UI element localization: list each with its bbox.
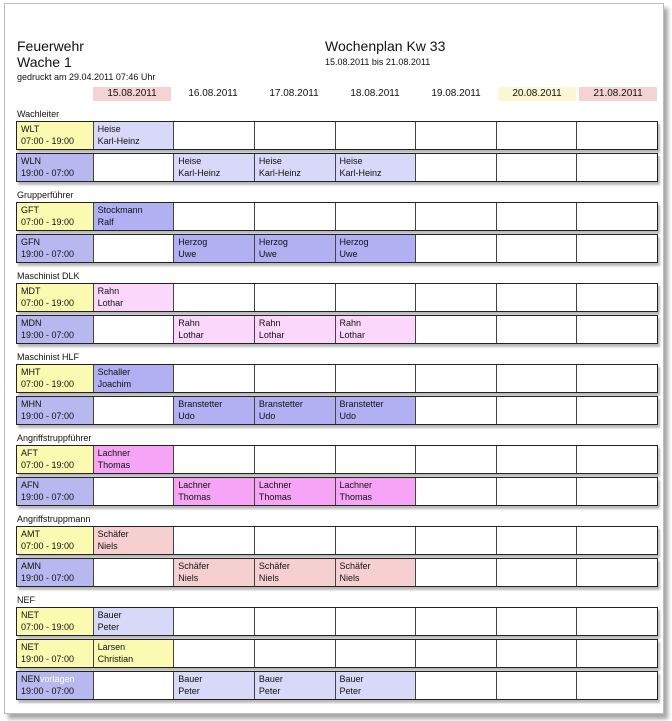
empty-cell[interactable] (254, 284, 335, 311)
assignee-name: Schäfer (339, 561, 371, 571)
empty-cell[interactable] (93, 235, 174, 262)
empty-cell[interactable] (576, 446, 657, 473)
empty-cell[interactable] (93, 316, 174, 343)
section-title: Maschinist HLF (17, 352, 80, 362)
assignee-name: Peter (178, 686, 200, 696)
assignee-name: Niels (339, 573, 360, 583)
shift-row (16, 234, 658, 263)
assignee-name: Lachner (178, 480, 211, 490)
empty-cell[interactable] (415, 446, 496, 473)
date-column-header: 19.08.2011 (431, 88, 481, 99)
empty-cell[interactable] (576, 316, 657, 343)
shift-code-cell[interactable] (17, 365, 93, 392)
empty-cell[interactable] (496, 672, 577, 699)
date-range: 15.08.2011 bis 21.08.2011 (325, 57, 431, 67)
assignment-cell[interactable] (173, 235, 254, 262)
empty-cell[interactable] (576, 608, 657, 635)
shift-row (16, 607, 658, 636)
assignment-cell[interactable] (254, 559, 335, 586)
assignment-cell[interactable] (93, 446, 174, 473)
section-title: NEF (17, 595, 35, 605)
shift-row (16, 202, 658, 231)
assignee-name: Karl-Heinz (339, 168, 382, 178)
empty-cell[interactable] (93, 478, 174, 505)
empty-cell[interactable] (496, 640, 577, 667)
empty-cell[interactable] (415, 284, 496, 311)
shift-time: 07:00 - 19:00 (21, 379, 75, 389)
empty-cell[interactable] (415, 559, 496, 586)
assignee-name: Karl-Heinz (258, 168, 301, 178)
empty-cell[interactable] (254, 203, 335, 230)
empty-cell[interactable] (254, 608, 335, 635)
assignment-cell[interactable] (173, 397, 254, 424)
shift-time: 07:00 - 19:00 (21, 217, 75, 227)
assignee-name: Karl-Heinz (178, 168, 221, 178)
shift-row (16, 558, 658, 587)
empty-cell[interactable] (173, 284, 254, 311)
empty-cell[interactable] (173, 365, 254, 392)
assignee-name: Peter (339, 686, 362, 696)
assignee-name: Lothar (178, 330, 204, 340)
assignee-name: Peter (97, 622, 120, 632)
assignment-cell[interactable] (93, 122, 174, 149)
empty-cell[interactable] (415, 122, 496, 149)
assignee-name: Karl-Heinz (97, 136, 140, 146)
shift-time: 07:00 - 19:00 (21, 541, 75, 551)
empty-cell[interactable] (173, 122, 254, 149)
schedule-page (4, 3, 664, 714)
empty-cell[interactable] (496, 446, 577, 473)
watermark-text: vorlagen (40, 674, 75, 684)
assignee-name: Lothar (339, 330, 366, 340)
assignee-name: Branstetter (178, 399, 223, 409)
empty-cell[interactable] (496, 527, 577, 554)
assignee-name: Heise (339, 156, 363, 166)
empty-cell[interactable] (576, 397, 657, 424)
assignee-name: Thomas (339, 492, 373, 502)
assignment-cell[interactable] (254, 154, 335, 181)
assignee-name: Rahn (258, 318, 281, 328)
shift-code-cell[interactable] (17, 203, 93, 230)
organization-title: Feuerwehr (17, 38, 84, 54)
shift-code: MDN (21, 318, 42, 328)
assignee-name: Rahn (97, 286, 120, 296)
empty-cell[interactable] (254, 365, 335, 392)
assignee-name: Schäfer (258, 561, 290, 571)
shift-code: NET (21, 610, 39, 620)
assignee-name: Bauer (339, 674, 364, 684)
date-column-header: 20.08.2011 (498, 87, 576, 101)
assignee-name: Thomas (258, 492, 292, 502)
shift-row (16, 283, 658, 312)
empty-cell[interactable] (93, 559, 174, 586)
shift-code-cell[interactable] (17, 640, 93, 667)
empty-cell[interactable] (496, 316, 577, 343)
assignment-cell[interactable] (93, 608, 174, 635)
assignee-name: Rahn (178, 318, 200, 328)
assignment-cell[interactable] (254, 397, 335, 424)
assignee-name: Heise (258, 156, 282, 166)
empty-cell[interactable] (496, 478, 577, 505)
shift-time: 19:00 - 07:00 (21, 654, 75, 664)
printed-timestamp: gedruckt am 29.04.2011 07:46 Uhr (17, 72, 156, 82)
empty-cell[interactable] (415, 608, 496, 635)
assignee-name: Herzog (258, 237, 288, 247)
assignment-cell[interactable] (335, 154, 416, 181)
assignee-name: Uwe (339, 249, 358, 259)
shift-code: MHN (21, 399, 42, 409)
empty-cell[interactable] (576, 672, 657, 699)
assignee-name: Lachner (339, 480, 373, 490)
plan-title: Wochenplan Kw 33 (325, 38, 446, 54)
empty-cell[interactable] (576, 122, 657, 149)
date-column-header: 18.08.2011 (350, 88, 400, 99)
assignment-cell[interactable] (335, 397, 416, 424)
empty-cell[interactable] (496, 235, 577, 262)
assignee-name: Niels (97, 541, 118, 551)
shift-code: NENvorlagen (21, 674, 75, 684)
shift-code: WLN (21, 156, 41, 166)
empty-cell[interactable] (415, 203, 496, 230)
assignee-name: Stockmann (97, 205, 143, 215)
shift-time: 19:00 - 07:00 (21, 492, 75, 502)
assignment-cell[interactable] (254, 672, 335, 699)
assignment-cell[interactable] (335, 559, 416, 586)
assignee-name: Larsen (97, 642, 126, 652)
empty-cell[interactable] (415, 235, 496, 262)
assignment-cell[interactable] (335, 672, 416, 699)
empty-cell[interactable] (335, 608, 416, 635)
empty-cell[interactable] (93, 397, 174, 424)
assignee-name: Schaller (97, 367, 131, 377)
shift-row (16, 526, 658, 555)
shift-code-cell[interactable] (17, 527, 93, 554)
empty-cell[interactable] (415, 640, 496, 667)
shift-row (16, 121, 658, 150)
shift-code: AFT (21, 448, 38, 458)
shift-row (16, 364, 658, 393)
assignee-name: Udo (339, 411, 357, 421)
date-column-header: 21.08.2011 (579, 87, 657, 101)
assignee-name: Lachner (258, 480, 292, 490)
empty-cell[interactable] (576, 235, 657, 262)
assignee-name: Lothar (97, 298, 124, 308)
empty-cell[interactable] (254, 122, 335, 149)
assignee-name: Bauer (178, 674, 203, 684)
shift-code-cell[interactable] (17, 672, 93, 699)
assignment-cell[interactable] (93, 284, 174, 311)
empty-cell[interactable] (496, 559, 577, 586)
shift-code: NET (21, 642, 39, 652)
date-column-header: 16.08.2011 (188, 88, 238, 99)
empty-cell[interactable] (93, 154, 174, 181)
shift-row (16, 477, 658, 506)
empty-cell[interactable] (496, 284, 577, 311)
assignee-name: Bauer (97, 610, 122, 620)
shift-row (16, 445, 658, 474)
assignee-name: Thomas (97, 460, 131, 470)
empty-cell[interactable] (254, 527, 335, 554)
shift-code: MHT (21, 367, 41, 377)
assignment-cell[interactable] (93, 203, 174, 230)
assignee-name: Udo (178, 411, 195, 421)
shift-code: MDT (21, 286, 41, 296)
assignee-name: Schäfer (97, 529, 129, 539)
empty-cell[interactable] (415, 478, 496, 505)
empty-cell[interactable] (576, 527, 657, 554)
shift-code: AMN (21, 561, 41, 571)
shift-code-cell[interactable] (17, 559, 93, 586)
empty-cell[interactable] (335, 284, 416, 311)
assignee-name: Thomas (178, 492, 211, 502)
section-title: Grupperführer (17, 190, 74, 200)
shift-code-cell[interactable] (17, 235, 93, 262)
shift-code-cell[interactable] (17, 397, 93, 424)
assignee-name: Branstetter (258, 399, 303, 409)
assignee-name: Peter (258, 686, 281, 696)
empty-cell[interactable] (415, 365, 496, 392)
shift-time: 07:00 - 19:00 (21, 622, 75, 632)
shift-code-cell[interactable] (17, 122, 93, 149)
empty-cell[interactable] (496, 122, 577, 149)
shift-time: 07:00 - 19:00 (21, 136, 75, 146)
empty-cell[interactable] (576, 559, 657, 586)
empty-cell[interactable] (254, 640, 335, 667)
empty-cell[interactable] (576, 154, 657, 181)
empty-cell[interactable] (335, 203, 416, 230)
empty-cell[interactable] (576, 203, 657, 230)
assignee-name: Joachim (97, 379, 132, 389)
assignment-cell[interactable] (335, 478, 416, 505)
shift-code: AFN (21, 480, 39, 490)
empty-cell[interactable] (335, 365, 416, 392)
empty-cell[interactable] (496, 397, 577, 424)
assignee-name: Branstetter (339, 399, 384, 409)
empty-cell[interactable] (335, 122, 416, 149)
shift-row (16, 639, 658, 668)
empty-cell[interactable] (173, 203, 254, 230)
date-column-header: 17.08.2011 (269, 88, 319, 99)
empty-cell[interactable] (335, 640, 416, 667)
shift-time: 19:00 - 07:00 (21, 249, 75, 259)
assignee-name: Bauer (258, 674, 283, 684)
assignee-name: Niels (178, 573, 199, 583)
shift-row (16, 396, 658, 425)
empty-cell[interactable] (496, 203, 577, 230)
section-title: Angriffstruppmann (17, 514, 91, 524)
shift-time: 19:00 - 07:00 (21, 411, 75, 421)
section-title: Angriffstruppführer (17, 433, 92, 443)
assignment-cell[interactable] (335, 235, 416, 262)
empty-cell[interactable] (173, 527, 254, 554)
empty-cell[interactable] (254, 446, 335, 473)
empty-cell[interactable] (415, 397, 496, 424)
empty-cell[interactable] (576, 478, 657, 505)
assignment-cell[interactable] (93, 640, 174, 667)
empty-cell[interactable] (93, 672, 174, 699)
assignment-cell[interactable] (173, 672, 254, 699)
assignment-cell[interactable] (335, 316, 416, 343)
assignee-name: Heise (97, 124, 121, 134)
shift-time: 19:00 - 07:00 (21, 573, 75, 583)
assignee-name: Ralf (97, 217, 114, 227)
empty-cell[interactable] (496, 365, 577, 392)
shift-time: 19:00 - 07:00 (21, 168, 75, 178)
shift-code-cell[interactable] (17, 446, 93, 473)
assignee-name: Lachner (97, 448, 131, 458)
shift-time: 07:00 - 19:00 (21, 298, 75, 308)
empty-cell[interactable] (173, 640, 254, 667)
shift-code-cell[interactable] (17, 478, 93, 505)
section-title: Maschinist DLK (17, 271, 80, 281)
shift-code: WLT (21, 124, 40, 134)
shift-code-cell[interactable] (17, 608, 93, 635)
assignment-cell[interactable] (254, 478, 335, 505)
assignee-name: Niels (258, 573, 279, 583)
empty-cell[interactable] (335, 446, 416, 473)
assignee-name: Rahn (339, 318, 362, 328)
shift-code: GFN (21, 237, 40, 247)
assignment-cell[interactable] (173, 559, 254, 586)
assignee-name: Herzog (339, 237, 369, 247)
empty-cell[interactable] (576, 284, 657, 311)
assignment-cell[interactable] (173, 154, 254, 181)
shift-time: 07:00 - 19:00 (21, 460, 75, 470)
empty-cell[interactable] (415, 154, 496, 181)
assignee-name: Heise (178, 156, 202, 166)
assignment-cell[interactable] (93, 527, 174, 554)
shift-code-cell[interactable] (17, 154, 93, 181)
empty-cell[interactable] (173, 608, 254, 635)
assignee-name: Christian (97, 654, 134, 664)
assignee-name: Herzog (178, 237, 208, 247)
assignee-name: Udo (258, 411, 276, 421)
station-title: Wache 1 (17, 54, 72, 70)
shift-time: 19:00 - 07:00 (21, 686, 75, 696)
assignment-cell[interactable] (254, 316, 335, 343)
assignee-name: Schäfer (178, 561, 210, 571)
assignee-name: Uwe (178, 249, 197, 259)
empty-cell[interactable] (496, 154, 577, 181)
shift-time: 19:00 - 07:00 (21, 330, 75, 340)
assignment-cell[interactable] (173, 316, 254, 343)
shift-code-cell[interactable] (17, 316, 93, 343)
assignment-cell[interactable] (173, 478, 254, 505)
shift-row (16, 153, 658, 182)
empty-cell[interactable] (173, 446, 254, 473)
shift-row (16, 315, 658, 344)
shift-code: AMT (21, 529, 40, 539)
section-title: Wachleiter (17, 109, 60, 119)
empty-cell[interactable] (576, 640, 657, 667)
empty-cell[interactable] (415, 316, 496, 343)
empty-cell[interactable] (496, 608, 577, 635)
assignment-cell[interactable] (93, 365, 174, 392)
shift-code: GFT (21, 205, 39, 215)
assignee-name: Uwe (258, 249, 277, 259)
empty-cell[interactable] (415, 672, 496, 699)
assignee-name: Lothar (258, 330, 285, 340)
date-column-header: 15.08.2011 (93, 87, 171, 101)
empty-cell[interactable] (576, 365, 657, 392)
empty-cell[interactable] (415, 527, 496, 554)
assignment-cell[interactable] (254, 235, 335, 262)
shift-code-cell[interactable] (17, 284, 93, 311)
empty-cell[interactable] (335, 527, 416, 554)
shift-row (16, 671, 658, 700)
